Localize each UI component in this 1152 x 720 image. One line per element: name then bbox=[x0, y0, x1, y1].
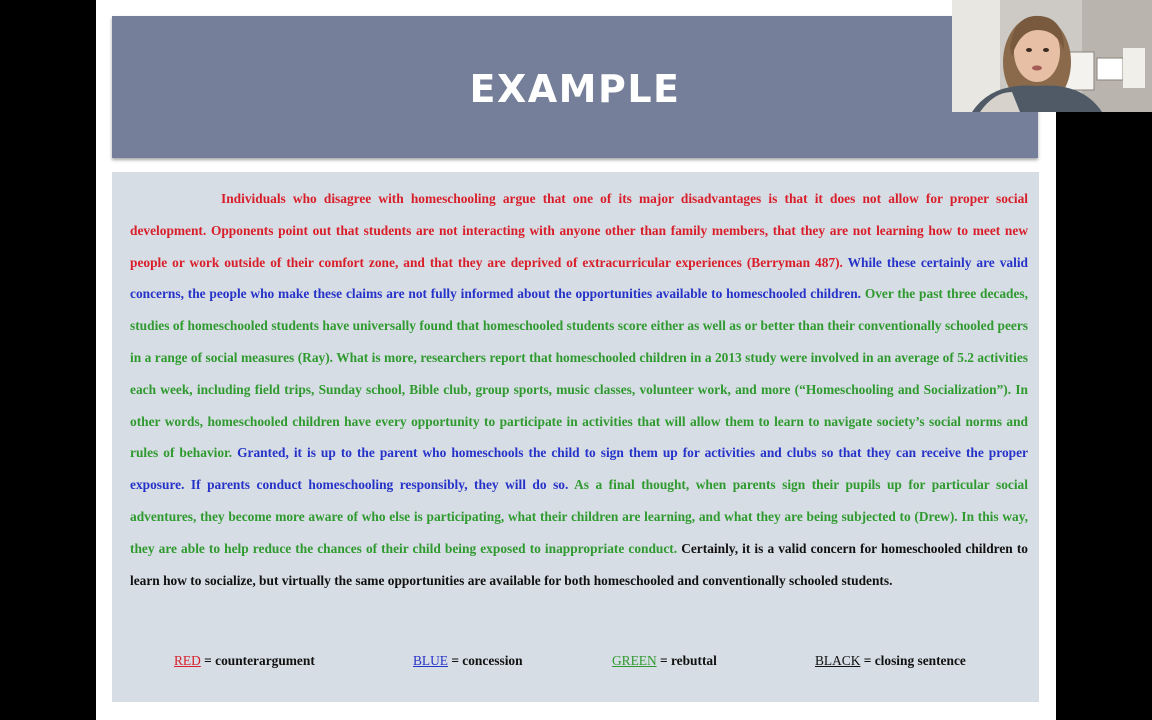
rebuttal-text-2: As a final thought, when parents sign their pupils up for particular social adventures, they become more aware of who else is participating, what their children are learning, and what they are being subjected to (Drew). In this way, they are able to help reduce the chances of their child being exposed to inappropriate conduct. bbox=[130, 477, 1028, 556]
color-legend bbox=[112, 653, 1039, 673]
rebuttal-text-1: Over the past three decades, studies of homeschooled students have universally found that homeschooled students score either as well as or better than their conventionally schooled peers in a range of social measures (Ray). What is more, researchers report that homeschooled children in a 2013 study were involved in an average of 5.2 activities each week, including field trips, Sunday school, Bible club, group sports, music classes, volunteer work, and more (“Homeschooling and Socialization”). In other words, homeschooled children have every opportunity to participate in activities that will allow them to learn to navigate society’s social norms and rules of behavior. bbox=[130, 286, 1028, 461]
example-paragraph bbox=[130, 183, 1028, 596]
example-text-box bbox=[112, 172, 1039, 702]
presentation-slide bbox=[96, 0, 1056, 720]
legend-item-green bbox=[612, 653, 717, 669]
legend-desc-black: = closing sentence bbox=[860, 653, 966, 668]
legend-desc-blue: = concession bbox=[447, 653, 523, 668]
legend-desc-red: = counterargument bbox=[200, 653, 315, 668]
concession-text-2: Granted, it is up to the parent who homeschools the child to sign them up for activities and clubs so that they can receive the proper exposure. If parents conduct homeschooling responsibly, they will do so. bbox=[130, 445, 1028, 493]
legend-item-black bbox=[815, 653, 966, 669]
legend-item-red bbox=[174, 653, 315, 669]
counterargument-text: Individuals who disagree with homeschooling argue that one of its major disadvantages is that it does not allow for proper social development. Opponents point out that students are not interacting with anyone other than family members, that they are not learning how to meet new people or work outside of their comfort zone, and that they are deprived of extracurricular experiences (Berryman 487). bbox=[130, 191, 1028, 270]
legend-key-green: GREEN bbox=[612, 653, 657, 668]
legend-item-blue bbox=[413, 653, 523, 669]
concession-text-1: While these certainly are valid concerns, the people who make these claims are not fully informed about the opportunities available to homeschooled children. bbox=[130, 254, 1028, 302]
legend-desc-green: = rebuttal bbox=[656, 653, 717, 668]
legend-key-red: RED bbox=[174, 653, 201, 668]
presenter-video-icon bbox=[952, 0, 1152, 112]
title-banner bbox=[112, 16, 1038, 158]
slide-title: EXAMPLE bbox=[469, 67, 681, 111]
legend-key-blue: BLUE bbox=[413, 653, 448, 668]
closing-sentence-text: Certainly, it is a valid concern for homeschooled children to learn how to socialize, but virtually the same opportunities are available for both homeschooled and conventionally schooled students. bbox=[130, 540, 1028, 588]
legend-key-black: BLACK bbox=[815, 653, 861, 668]
presenter-webcam-overlay bbox=[952, 0, 1152, 112]
